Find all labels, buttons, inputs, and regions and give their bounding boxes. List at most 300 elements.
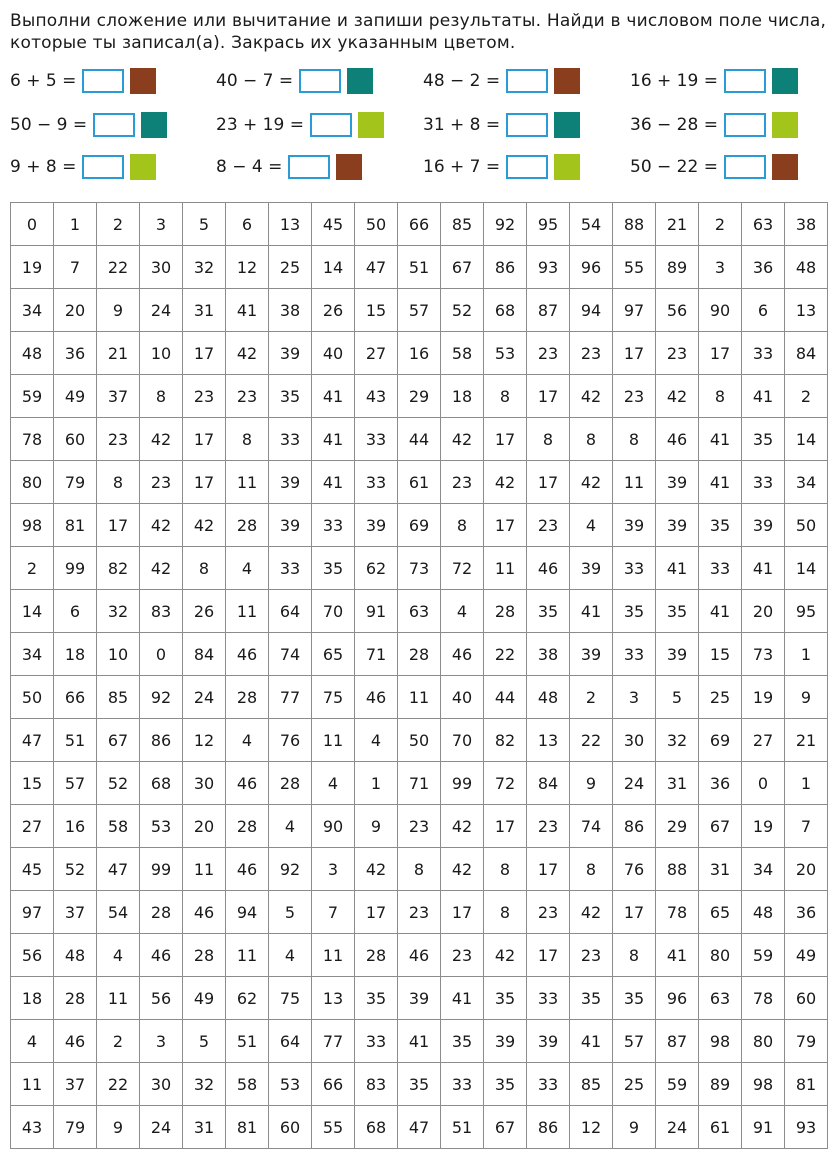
grid-cell[interactable]: 67: [97, 719, 140, 762]
grid-cell[interactable]: 63: [742, 203, 785, 246]
grid-cell[interactable]: 46: [140, 934, 183, 977]
grid-cell[interactable]: 23: [527, 891, 570, 934]
grid-cell[interactable]: 39: [527, 1020, 570, 1063]
grid-cell[interactable]: 46: [226, 848, 269, 891]
grid-cell[interactable]: 50: [398, 719, 441, 762]
grid-cell[interactable]: 3: [699, 246, 742, 289]
grid-cell[interactable]: 95: [527, 203, 570, 246]
grid-cell[interactable]: 64: [269, 1020, 312, 1063]
grid-cell[interactable]: 41: [570, 1020, 613, 1063]
grid-cell[interactable]: 33: [355, 1020, 398, 1063]
grid-cell[interactable]: 46: [441, 633, 484, 676]
grid-cell[interactable]: 31: [183, 1106, 226, 1149]
grid-cell[interactable]: 17: [484, 805, 527, 848]
grid-cell[interactable]: 98: [11, 504, 54, 547]
grid-cell[interactable]: 2: [570, 676, 613, 719]
grid-cell[interactable]: 15: [699, 633, 742, 676]
grid-cell[interactable]: 27: [355, 332, 398, 375]
grid-cell[interactable]: 87: [527, 289, 570, 332]
grid-cell[interactable]: 48: [785, 246, 828, 289]
grid-cell[interactable]: 33: [527, 1063, 570, 1106]
grid-cell[interactable]: 11: [97, 977, 140, 1020]
grid-cell[interactable]: 66: [398, 203, 441, 246]
grid-cell[interactable]: 49: [183, 977, 226, 1020]
grid-cell[interactable]: 23: [398, 891, 441, 934]
grid-cell[interactable]: 10: [97, 633, 140, 676]
grid-cell[interactable]: 67: [699, 805, 742, 848]
grid-cell[interactable]: 45: [11, 848, 54, 891]
grid-cell[interactable]: 15: [355, 289, 398, 332]
grid-cell[interactable]: 2: [11, 547, 54, 590]
grid-cell[interactable]: 22: [97, 246, 140, 289]
grid-cell[interactable]: 92: [140, 676, 183, 719]
grid-cell[interactable]: 35: [570, 977, 613, 1020]
grid-cell[interactable]: 35: [656, 590, 699, 633]
grid-cell[interactable]: 2: [699, 203, 742, 246]
grid-cell[interactable]: 11: [226, 934, 269, 977]
grid-cell[interactable]: 59: [656, 1063, 699, 1106]
grid-cell[interactable]: 41: [226, 289, 269, 332]
grid-cell[interactable]: 77: [312, 1020, 355, 1063]
grid-cell[interactable]: 11: [11, 1063, 54, 1106]
grid-cell[interactable]: 50: [785, 504, 828, 547]
grid-cell[interactable]: 33: [355, 461, 398, 504]
grid-cell[interactable]: 18: [54, 633, 97, 676]
grid-cell[interactable]: 49: [54, 375, 97, 418]
grid-cell[interactable]: 96: [570, 246, 613, 289]
grid-cell[interactable]: 34: [742, 848, 785, 891]
grid-cell[interactable]: 4: [226, 547, 269, 590]
grid-cell[interactable]: 36: [785, 891, 828, 934]
grid-cell[interactable]: 41: [699, 590, 742, 633]
grid-cell[interactable]: 9: [613, 1106, 656, 1149]
grid-cell[interactable]: 8: [484, 375, 527, 418]
grid-cell[interactable]: 42: [140, 547, 183, 590]
grid-cell[interactable]: 17: [484, 504, 527, 547]
grid-cell[interactable]: 22: [484, 633, 527, 676]
grid-cell[interactable]: 30: [613, 719, 656, 762]
grid-cell[interactable]: 40: [312, 332, 355, 375]
grid-cell[interactable]: 4: [269, 805, 312, 848]
grid-cell[interactable]: 60: [54, 418, 97, 461]
grid-cell[interactable]: 42: [140, 418, 183, 461]
grid-cell[interactable]: 0: [742, 762, 785, 805]
grid-cell[interactable]: 28: [355, 934, 398, 977]
grid-cell[interactable]: 84: [785, 332, 828, 375]
grid-cell[interactable]: 29: [398, 375, 441, 418]
grid-cell[interactable]: 39: [742, 504, 785, 547]
grid-cell[interactable]: 67: [484, 1106, 527, 1149]
grid-cell[interactable]: 28: [226, 504, 269, 547]
grid-cell[interactable]: 13: [785, 289, 828, 332]
grid-cell[interactable]: 99: [441, 762, 484, 805]
grid-cell[interactable]: 17: [613, 332, 656, 375]
grid-cell[interactable]: 9: [97, 289, 140, 332]
grid-cell[interactable]: 27: [11, 805, 54, 848]
grid-cell[interactable]: 57: [54, 762, 97, 805]
grid-cell[interactable]: 77: [269, 676, 312, 719]
grid-cell[interactable]: 32: [183, 246, 226, 289]
grid-cell[interactable]: 35: [613, 590, 656, 633]
grid-cell[interactable]: 71: [355, 633, 398, 676]
grid-cell[interactable]: 72: [484, 762, 527, 805]
grid-cell[interactable]: 59: [742, 934, 785, 977]
grid-cell[interactable]: 36: [699, 762, 742, 805]
grid-cell[interactable]: 55: [613, 246, 656, 289]
grid-cell[interactable]: 52: [441, 289, 484, 332]
grid-cell[interactable]: 97: [11, 891, 54, 934]
grid-cell[interactable]: 95: [785, 590, 828, 633]
grid-cell[interactable]: 57: [398, 289, 441, 332]
grid-cell[interactable]: 81: [226, 1106, 269, 1149]
grid-cell[interactable]: 42: [226, 332, 269, 375]
grid-cell[interactable]: 20: [54, 289, 97, 332]
grid-cell[interactable]: 46: [54, 1020, 97, 1063]
grid-cell[interactable]: 51: [226, 1020, 269, 1063]
grid-cell[interactable]: 39: [398, 977, 441, 1020]
grid-cell[interactable]: 2: [97, 1020, 140, 1063]
grid-cell[interactable]: 83: [355, 1063, 398, 1106]
grid-cell[interactable]: 23: [570, 934, 613, 977]
grid-cell[interactable]: 8: [613, 418, 656, 461]
grid-cell[interactable]: 42: [570, 461, 613, 504]
grid-cell[interactable]: 4: [570, 504, 613, 547]
grid-cell[interactable]: 28: [398, 633, 441, 676]
grid-cell[interactable]: 11: [484, 547, 527, 590]
grid-cell[interactable]: 34: [785, 461, 828, 504]
grid-cell[interactable]: 94: [226, 891, 269, 934]
grid-cell[interactable]: 63: [398, 590, 441, 633]
grid-cell[interactable]: 23: [140, 461, 183, 504]
grid-cell[interactable]: 43: [355, 375, 398, 418]
grid-cell[interactable]: 5: [183, 1020, 226, 1063]
grid-cell[interactable]: 16: [398, 332, 441, 375]
grid-cell[interactable]: 80: [11, 461, 54, 504]
grid-cell[interactable]: 87: [656, 1020, 699, 1063]
grid-cell[interactable]: 86: [484, 246, 527, 289]
grid-cell[interactable]: 30: [183, 762, 226, 805]
answer-box[interactable]: [506, 69, 548, 93]
grid-cell[interactable]: 20: [742, 590, 785, 633]
grid-cell[interactable]: 28: [54, 977, 97, 1020]
grid-cell[interactable]: 18: [11, 977, 54, 1020]
grid-cell[interactable]: 16: [54, 805, 97, 848]
grid-cell[interactable]: 35: [699, 504, 742, 547]
grid-cell[interactable]: 30: [140, 246, 183, 289]
grid-cell[interactable]: 73: [742, 633, 785, 676]
grid-cell[interactable]: 4: [441, 590, 484, 633]
grid-cell[interactable]: 8: [183, 547, 226, 590]
grid-cell[interactable]: 24: [656, 1106, 699, 1149]
grid-cell[interactable]: 6: [742, 289, 785, 332]
grid-cell[interactable]: 41: [656, 934, 699, 977]
grid-cell[interactable]: 66: [54, 676, 97, 719]
grid-cell[interactable]: 93: [785, 1106, 828, 1149]
grid-cell[interactable]: 41: [441, 977, 484, 1020]
grid-cell[interactable]: 41: [656, 547, 699, 590]
grid-cell[interactable]: 24: [183, 676, 226, 719]
grid-cell[interactable]: 27: [742, 719, 785, 762]
grid-cell[interactable]: 17: [183, 332, 226, 375]
grid-cell[interactable]: 39: [656, 461, 699, 504]
grid-cell[interactable]: 46: [226, 633, 269, 676]
grid-cell[interactable]: 41: [398, 1020, 441, 1063]
grid-cell[interactable]: 8: [226, 418, 269, 461]
grid-cell[interactable]: 41: [312, 461, 355, 504]
grid-cell[interactable]: 1: [54, 203, 97, 246]
grid-cell[interactable]: 12: [183, 719, 226, 762]
grid-cell[interactable]: 8: [140, 375, 183, 418]
grid-cell[interactable]: 35: [312, 547, 355, 590]
grid-cell[interactable]: 79: [785, 1020, 828, 1063]
grid-cell[interactable]: 33: [355, 418, 398, 461]
grid-cell[interactable]: 17: [699, 332, 742, 375]
grid-cell[interactable]: 41: [570, 590, 613, 633]
grid-cell[interactable]: 47: [355, 246, 398, 289]
answer-box[interactable]: [82, 69, 124, 93]
grid-cell[interactable]: 33: [269, 547, 312, 590]
grid-cell[interactable]: 6: [226, 203, 269, 246]
grid-cell[interactable]: 0: [140, 633, 183, 676]
grid-cell[interactable]: 35: [355, 977, 398, 1020]
grid-cell[interactable]: 28: [484, 590, 527, 633]
grid-cell[interactable]: 17: [527, 848, 570, 891]
grid-cell[interactable]: 8: [613, 934, 656, 977]
grid-cell[interactable]: 17: [355, 891, 398, 934]
answer-box[interactable]: [724, 155, 766, 179]
grid-cell[interactable]: 12: [226, 246, 269, 289]
grid-cell[interactable]: 59: [11, 375, 54, 418]
grid-cell[interactable]: 39: [484, 1020, 527, 1063]
grid-cell[interactable]: 35: [742, 418, 785, 461]
grid-cell[interactable]: 76: [269, 719, 312, 762]
grid-cell[interactable]: 67: [441, 246, 484, 289]
grid-cell[interactable]: 29: [656, 805, 699, 848]
grid-cell[interactable]: 51: [441, 1106, 484, 1149]
grid-cell[interactable]: 18: [441, 375, 484, 418]
grid-cell[interactable]: 84: [183, 633, 226, 676]
grid-cell[interactable]: 65: [312, 633, 355, 676]
grid-cell[interactable]: 66: [312, 1063, 355, 1106]
grid-cell[interactable]: 33: [742, 332, 785, 375]
grid-cell[interactable]: 22: [570, 719, 613, 762]
grid-cell[interactable]: 41: [312, 375, 355, 418]
grid-cell[interactable]: 84: [527, 762, 570, 805]
grid-cell[interactable]: 17: [613, 891, 656, 934]
grid-cell[interactable]: 35: [398, 1063, 441, 1106]
answer-box[interactable]: [506, 113, 548, 137]
grid-cell[interactable]: 23: [527, 805, 570, 848]
grid-cell[interactable]: 61: [398, 461, 441, 504]
grid-cell[interactable]: 48: [527, 676, 570, 719]
grid-cell[interactable]: 50: [11, 676, 54, 719]
grid-cell[interactable]: 11: [226, 590, 269, 633]
grid-cell[interactable]: 0: [11, 203, 54, 246]
grid-cell[interactable]: 36: [54, 332, 97, 375]
grid-cell[interactable]: 9: [97, 1106, 140, 1149]
grid-cell[interactable]: 35: [613, 977, 656, 1020]
grid-cell[interactable]: 22: [97, 1063, 140, 1106]
grid-cell[interactable]: 90: [699, 289, 742, 332]
grid-cell[interactable]: 11: [226, 461, 269, 504]
grid-cell[interactable]: 47: [11, 719, 54, 762]
grid-cell[interactable]: 19: [11, 246, 54, 289]
grid-cell[interactable]: 17: [183, 461, 226, 504]
grid-cell[interactable]: 78: [742, 977, 785, 1020]
grid-cell[interactable]: 43: [11, 1106, 54, 1149]
grid-cell[interactable]: 35: [484, 977, 527, 1020]
grid-cell[interactable]: 42: [183, 504, 226, 547]
grid-cell[interactable]: 85: [97, 676, 140, 719]
grid-cell[interactable]: 3: [140, 203, 183, 246]
grid-cell[interactable]: 23: [441, 461, 484, 504]
grid-cell[interactable]: 3: [613, 676, 656, 719]
grid-cell[interactable]: 46: [656, 418, 699, 461]
grid-cell[interactable]: 42: [484, 461, 527, 504]
grid-cell[interactable]: 7: [785, 805, 828, 848]
grid-cell[interactable]: 78: [11, 418, 54, 461]
grid-cell[interactable]: 5: [183, 203, 226, 246]
grid-cell[interactable]: 1: [355, 762, 398, 805]
grid-cell[interactable]: 52: [97, 762, 140, 805]
grid-cell[interactable]: 11: [183, 848, 226, 891]
grid-cell[interactable]: 41: [312, 418, 355, 461]
grid-cell[interactable]: 9: [785, 676, 828, 719]
grid-cell[interactable]: 2: [97, 203, 140, 246]
grid-cell[interactable]: 20: [785, 848, 828, 891]
grid-cell[interactable]: 39: [269, 332, 312, 375]
grid-cell[interactable]: 33: [312, 504, 355, 547]
grid-cell[interactable]: 9: [570, 762, 613, 805]
grid-cell[interactable]: 33: [441, 1063, 484, 1106]
grid-cell[interactable]: 46: [398, 934, 441, 977]
grid-cell[interactable]: 24: [140, 289, 183, 332]
grid-cell[interactable]: 72: [441, 547, 484, 590]
grid-cell[interactable]: 23: [527, 332, 570, 375]
grid-cell[interactable]: 15: [11, 762, 54, 805]
grid-cell[interactable]: 33: [613, 547, 656, 590]
grid-cell[interactable]: 63: [699, 977, 742, 1020]
grid-cell[interactable]: 86: [140, 719, 183, 762]
grid-cell[interactable]: 35: [527, 590, 570, 633]
grid-cell[interactable]: 28: [269, 762, 312, 805]
grid-cell[interactable]: 58: [226, 1063, 269, 1106]
grid-cell[interactable]: 91: [742, 1106, 785, 1149]
grid-cell[interactable]: 69: [398, 504, 441, 547]
grid-cell[interactable]: 88: [613, 203, 656, 246]
grid-cell[interactable]: 31: [183, 289, 226, 332]
grid-cell[interactable]: 47: [398, 1106, 441, 1149]
grid-cell[interactable]: 19: [742, 676, 785, 719]
grid-cell[interactable]: 33: [613, 633, 656, 676]
grid-cell[interactable]: 28: [140, 891, 183, 934]
grid-cell[interactable]: 39: [613, 504, 656, 547]
grid-cell[interactable]: 8: [570, 418, 613, 461]
grid-cell[interactable]: 49: [785, 934, 828, 977]
grid-cell[interactable]: 53: [140, 805, 183, 848]
grid-cell[interactable]: 46: [183, 891, 226, 934]
grid-cell[interactable]: 7: [312, 891, 355, 934]
grid-cell[interactable]: 3: [140, 1020, 183, 1063]
grid-cell[interactable]: 14: [11, 590, 54, 633]
grid-cell[interactable]: 94: [570, 289, 613, 332]
grid-cell[interactable]: 92: [269, 848, 312, 891]
grid-cell[interactable]: 30: [140, 1063, 183, 1106]
grid-cell[interactable]: 23: [613, 375, 656, 418]
answer-box[interactable]: [288, 155, 330, 179]
grid-cell[interactable]: 23: [527, 504, 570, 547]
grid-cell[interactable]: 53: [484, 332, 527, 375]
grid-cell[interactable]: 14: [785, 418, 828, 461]
grid-cell[interactable]: 73: [398, 547, 441, 590]
grid-cell[interactable]: 46: [527, 547, 570, 590]
grid-cell[interactable]: 4: [312, 762, 355, 805]
grid-cell[interactable]: 11: [312, 934, 355, 977]
grid-cell[interactable]: 21: [785, 719, 828, 762]
grid-cell[interactable]: 39: [269, 461, 312, 504]
grid-cell[interactable]: 58: [97, 805, 140, 848]
grid-cell[interactable]: 52: [54, 848, 97, 891]
grid-cell[interactable]: 56: [11, 934, 54, 977]
grid-cell[interactable]: 39: [269, 504, 312, 547]
grid-cell[interactable]: 90: [312, 805, 355, 848]
grid-cell[interactable]: 26: [312, 289, 355, 332]
grid-cell[interactable]: 44: [484, 676, 527, 719]
grid-cell[interactable]: 17: [441, 891, 484, 934]
grid-cell[interactable]: 39: [656, 633, 699, 676]
grid-cell[interactable]: 20: [183, 805, 226, 848]
grid-cell[interactable]: 23: [570, 332, 613, 375]
grid-cell[interactable]: 33: [527, 977, 570, 1020]
grid-cell[interactable]: 54: [570, 203, 613, 246]
grid-cell[interactable]: 38: [527, 633, 570, 676]
grid-cell[interactable]: 39: [355, 504, 398, 547]
grid-cell[interactable]: 32: [183, 1063, 226, 1106]
grid-cell[interactable]: 51: [398, 246, 441, 289]
grid-cell[interactable]: 58: [441, 332, 484, 375]
grid-cell[interactable]: 42: [441, 848, 484, 891]
grid-cell[interactable]: 6: [54, 590, 97, 633]
grid-cell[interactable]: 35: [484, 1063, 527, 1106]
answer-box[interactable]: [310, 113, 352, 137]
grid-cell[interactable]: 17: [97, 504, 140, 547]
grid-cell[interactable]: 74: [269, 633, 312, 676]
grid-cell[interactable]: 42: [441, 805, 484, 848]
grid-cell[interactable]: 83: [140, 590, 183, 633]
grid-cell[interactable]: 1: [785, 762, 828, 805]
grid-cell[interactable]: 10: [140, 332, 183, 375]
grid-cell[interactable]: 31: [699, 848, 742, 891]
grid-cell[interactable]: 33: [742, 461, 785, 504]
grid-cell[interactable]: 4: [97, 934, 140, 977]
grid-cell[interactable]: 13: [269, 203, 312, 246]
grid-cell[interactable]: 31: [656, 762, 699, 805]
answer-box[interactable]: [93, 113, 135, 137]
grid-cell[interactable]: 50: [355, 203, 398, 246]
grid-cell[interactable]: 93: [527, 246, 570, 289]
grid-cell[interactable]: 45: [312, 203, 355, 246]
answer-box[interactable]: [506, 155, 548, 179]
grid-cell[interactable]: 85: [441, 203, 484, 246]
grid-cell[interactable]: 28: [226, 676, 269, 719]
grid-cell[interactable]: 89: [699, 1063, 742, 1106]
grid-cell[interactable]: 37: [97, 375, 140, 418]
grid-cell[interactable]: 17: [527, 934, 570, 977]
grid-cell[interactable]: 68: [484, 289, 527, 332]
grid-cell[interactable]: 38: [269, 289, 312, 332]
grid-cell[interactable]: 41: [699, 418, 742, 461]
grid-cell[interactable]: 1: [785, 633, 828, 676]
